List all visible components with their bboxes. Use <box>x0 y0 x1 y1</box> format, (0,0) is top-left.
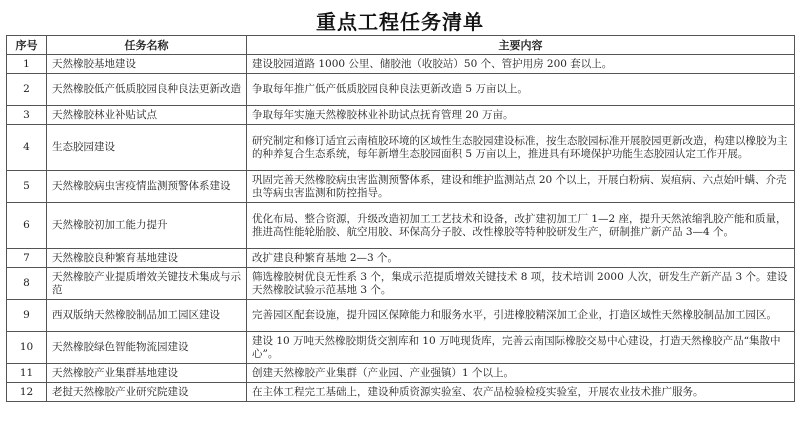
header-content: 主要内容 <box>247 36 795 55</box>
row-task-name: 天然橡胶产业集群基地建设 <box>47 364 247 383</box>
row-number: 7 <box>7 249 47 268</box>
header-task-name: 任务名称 <box>47 36 247 55</box>
row-content: 优化布局、整合资源，升级改造初加工工艺技术和设备，改扩建初加工厂 1—2 座，提升天然浓缩乳胶产能和质量，推进高性能轮胎胶、航空用胶、环保高分子胶、改性橡胶等特种胶研发生产，研制推广新产品 3—4 个。 <box>247 203 795 249</box>
row-task-name: 老挝天然橡胶产业研究院建设 <box>47 383 247 402</box>
header-no: 序号 <box>7 36 47 55</box>
row-number: 6 <box>7 203 47 249</box>
table-row <box>7 171 795 203</box>
table-row <box>7 249 795 268</box>
row-number: 11 <box>7 364 47 383</box>
row-content: 筛选橡胶树优良无性系 3 个，集成示范提质增效关键技术 8 项，技术培训 2000 人次，研发生产新产品 3 个。建设天然橡胶试验示范基地 3 个。 <box>247 268 795 300</box>
row-number: 4 <box>7 125 47 171</box>
row-number: 8 <box>7 268 47 300</box>
row-content: 完善园区配套设施，提升园区保障能力和服务水平，引进橡胶精深加工企业，打造区域性天然橡胶制品加工园区。 <box>247 300 795 332</box>
row-content: 争取每年推广低产低质胶园良种良法更新改造 5 万亩以上。 <box>247 74 795 106</box>
row-number: 1 <box>7 55 47 74</box>
row-content: 争取每年实施天然橡胶林业补助试点抚育管理 20 万亩。 <box>247 106 795 125</box>
row-task-name: 天然橡胶初加工能力提升 <box>47 203 247 249</box>
table-row <box>7 203 795 249</box>
task-table <box>6 35 795 402</box>
table-row <box>7 300 795 332</box>
row-task-name: 天然橡胶病虫害疫情监测预警体系建设 <box>47 171 247 203</box>
row-task-name: 天然橡胶低产低质胶园良种良法更新改造 <box>47 74 247 106</box>
row-content: 改扩建良种繁育基地 2—3 个。 <box>247 249 795 268</box>
row-task-name: 西双版纳天然橡胶制品加工园区建设 <box>47 300 247 332</box>
row-number: 10 <box>7 332 47 364</box>
table-row <box>7 364 795 383</box>
row-task-name: 天然橡胶林业补贴试点 <box>47 106 247 125</box>
row-content: 在主体工程完工基础上，建设种质资源实验室、农产品检验检疫实验室，开展农业技术推广服务。 <box>247 383 795 402</box>
table-row <box>7 106 795 125</box>
row-content: 建设 10 万吨天然橡胶期货交割库和 10 万吨现货库，完善云南国际橡胶交易中心建设，打造天然橡胶产品“集散中心”。 <box>247 332 795 364</box>
row-content: 创建天然橡胶产业集群（产业园、产业强镇）1 个以上。 <box>247 364 795 383</box>
page-title: 重点工程任务清单 <box>316 10 484 34</box>
row-content: 建设胶园道路 1000 公里、储胶池（收胶站）50 个、管护用房 200 套以上。 <box>247 55 795 74</box>
table-row <box>7 332 795 364</box>
row-number: 9 <box>7 300 47 332</box>
row-task-name: 天然橡胶产业提质增效关键技术集成与示范 <box>47 268 247 300</box>
row-task-name: 生态胶园建设 <box>47 125 247 171</box>
table-row <box>7 74 795 106</box>
row-task-name: 天然橡胶绿色智能物流园建设 <box>47 332 247 364</box>
table-row <box>7 268 795 300</box>
row-content: 巩固完善天然橡胶病虫害监测预警体系，建设和维护监测站点 20 个以上，开展白粉病、炭疽病、六点始叶螨、介壳虫等病虫害监测和防控指导。 <box>247 171 795 203</box>
row-task-name: 天然橡胶基地建设 <box>47 55 247 74</box>
table-header-row <box>7 36 795 55</box>
row-content: 研究制定和修订适宜云南植胶环境的区域性生态胶园建设标准，按生态胶园标准开展胶园更新改造，构建以橡胶为主的种养复合生态系统，每年新增生态胶园面积 5 万亩以上，推进具有环境保护功能生态胶园认定工作开展。 <box>247 125 795 171</box>
row-number: 12 <box>7 383 47 402</box>
row-number: 2 <box>7 74 47 106</box>
row-task-name: 天然橡胶良种繁育基地建设 <box>47 249 247 268</box>
row-number: 3 <box>7 106 47 125</box>
row-number: 5 <box>7 171 47 203</box>
table-row <box>7 383 795 402</box>
table-row <box>7 55 795 74</box>
table-row <box>7 125 795 171</box>
